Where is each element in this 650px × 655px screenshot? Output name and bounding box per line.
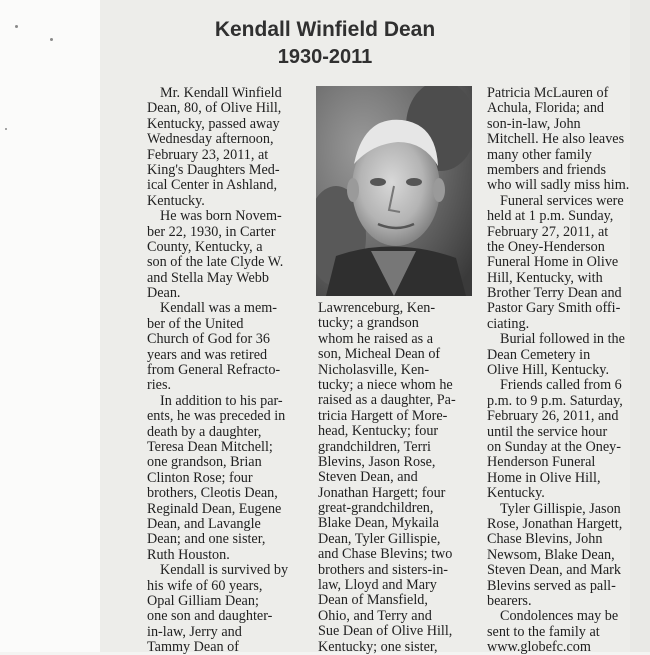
text-line: February 26, 2011, and <box>487 408 619 425</box>
text-line: Home in Olive Hill, <box>487 469 601 486</box>
text-line: County, Kentucky, a <box>147 238 263 255</box>
text-line: law, Lloyd and Mary <box>318 577 437 594</box>
text-line: Dean Cemetery in <box>487 346 591 363</box>
text-line: sent to the family at <box>487 623 600 640</box>
text-line: tricia Hargett of More- <box>318 407 448 424</box>
text-line: Dean, Tyler Gillispie, <box>318 530 441 547</box>
text-line: Steven Dean, and Mark <box>487 562 621 579</box>
text-line: and Chase Blevins; two <box>318 546 453 563</box>
text-line: February 23, 2011, at <box>147 146 269 163</box>
text-line: from General Refracto- <box>147 362 281 379</box>
text-line: great-grandchildren, <box>318 500 434 517</box>
text-line: one grandson, Brian <box>147 454 262 471</box>
text-line: Patricia McLauren of <box>487 85 609 101</box>
text-line: Achula, Florida; and <box>487 100 605 117</box>
scan-background-left <box>0 0 100 652</box>
text-line: Condolences may be <box>500 608 619 625</box>
text-line: Kentucky. <box>487 485 545 502</box>
text-line: Dean, 80, of Olive Hill, <box>147 100 282 117</box>
text-line: son, Micheal Dean of <box>318 346 441 363</box>
text-line: Dean. <box>147 285 181 302</box>
text-line: Sue Dean of Olive Hill, <box>318 623 453 640</box>
text-line: Burial followed in the <box>500 331 625 348</box>
text-line: Funeral Home in Olive <box>487 254 619 271</box>
text-line: Reginald Dean, Eugene <box>147 500 282 517</box>
text-line: King's Daughters Med- <box>147 161 280 178</box>
text-line: Mitchell. He also leaves <box>487 131 625 148</box>
obituary-years-heading: 1930-2011 <box>277 46 373 68</box>
text-line: ber 22, 1930, in Carter <box>147 223 276 240</box>
text-line: Lawrenceburg, Ken- <box>318 300 436 316</box>
text-line: many other family <box>487 146 592 163</box>
obituary-name-heading: Kendall Winfield Dean <box>214 18 436 41</box>
text-line: brothers and sisters-in- <box>318 561 449 578</box>
text-line: Dean, and Lavangle <box>147 515 261 532</box>
obituary-column-right <box>487 86 642 655</box>
text-line: who will sadly miss him. <box>487 177 630 194</box>
scan-speck <box>5 128 7 130</box>
obituary-column-middle <box>318 301 473 655</box>
text-line: bearers. <box>487 592 532 609</box>
text-line: p.m. to 9 p.m. Saturday, <box>487 392 623 409</box>
text-line: Brother Terry Dean and <box>487 285 622 302</box>
text-line: Kendall was a mem- <box>160 300 278 317</box>
text-line: in-law, Jerry and <box>147 623 242 640</box>
text-line: Clinton Rose; four <box>147 469 253 486</box>
text-line: Kentucky. <box>147 192 205 209</box>
text-line: ries. <box>147 377 172 394</box>
text-line: Tammy Dean of <box>147 639 239 655</box>
text-line: Rose, Jonathan Hargett, <box>487 515 623 532</box>
text-line: Steven Dean, and <box>318 469 418 486</box>
text-line: his wife of 60 years, <box>147 577 263 594</box>
text-line: Tyler Gillispie, Jason <box>500 500 621 517</box>
text-line: one son and daughter- <box>147 608 273 625</box>
text-line: death by a daughter, <box>147 423 262 440</box>
text-line: Church of God for 36 <box>147 331 270 348</box>
text-line: www.globefc.com <box>487 639 591 655</box>
text-line: head, Kentucky; four <box>318 423 439 440</box>
text-line: Newsom, Blake Dean, <box>487 546 615 563</box>
text-line: brothers, Cleotis Dean, <box>147 485 278 502</box>
text-line: Nicholasville, Ken- <box>318 361 430 378</box>
text-line: Jonathan Hargett; four <box>318 484 446 501</box>
text-line: and Stella May Webb <box>147 269 269 286</box>
text-line: ber of the United <box>147 315 244 332</box>
text-line: Blevins served as pall- <box>487 577 616 594</box>
text-line: Funeral services were <box>500 192 624 209</box>
text-line: Hill, Kentucky, with <box>487 269 603 286</box>
obituary-column-left <box>147 86 307 655</box>
text-line: Henderson Funeral <box>487 454 596 471</box>
text-line: ical Center in Ashland, <box>147 177 278 194</box>
text-line: Teresa Dean Mitchell; <box>147 438 273 455</box>
text-line: Ohio, and Terry and <box>318 607 432 624</box>
text-line: Kendall is survived by <box>160 562 289 579</box>
text-line: son of the late Clyde W. <box>147 254 284 271</box>
text-line: son-in-law, John <box>487 115 581 132</box>
text-line: held at 1 p.m. Sunday, <box>487 208 614 225</box>
text-line: members and friends <box>487 161 606 178</box>
text-line: February 27, 2011, at <box>487 223 609 240</box>
portrait-photo-image <box>316 86 472 296</box>
text-line: on Sunday at the Oney- <box>487 438 621 455</box>
text-line: Kentucky; one sister, <box>318 638 438 655</box>
text-line: tucky; a grandson <box>318 315 419 332</box>
text-line: Dean of Mansfield, <box>318 592 428 609</box>
text-line: ents, he was preceded in <box>147 408 286 425</box>
text-line: ciating. <box>487 315 530 332</box>
text-line: years and was retired <box>147 346 268 363</box>
text-line: Blevins, Jason Rose, <box>318 453 436 470</box>
text-line: Ruth Houston. <box>147 546 230 563</box>
text-line: Friends called from 6 <box>500 377 622 394</box>
text-line: Pastor Gary Smith offi- <box>487 300 621 317</box>
text-line: the Oney-Henderson <box>487 238 605 255</box>
text-line: whom he raised as a <box>318 330 434 347</box>
text-line: Opal Gilliam Dean; <box>147 592 259 609</box>
text-line: Kentucky, passed away <box>147 115 280 132</box>
text-line: Dean; and one sister, <box>147 531 266 548</box>
text-line: Blake Dean, Mykaila <box>318 515 439 532</box>
text-line: until the service hour <box>487 423 608 440</box>
text-line: Wednesday afternoon, <box>147 131 274 148</box>
portrait-photo <box>316 86 472 296</box>
text-line: grandchildren, Terri <box>318 438 431 455</box>
text-line: Mr. Kendall Winfield <box>160 85 282 101</box>
text-line: raised as a daughter, Pa- <box>318 392 456 409</box>
text-line: tucky; a niece whom he <box>318 376 453 393</box>
text-line: Chase Blevins, John <box>487 531 603 548</box>
text-line: Olive Hill, Kentucky. <box>487 362 610 379</box>
text-line: He was born Novem- <box>160 208 282 225</box>
text-line: In addition to his par- <box>160 392 283 409</box>
